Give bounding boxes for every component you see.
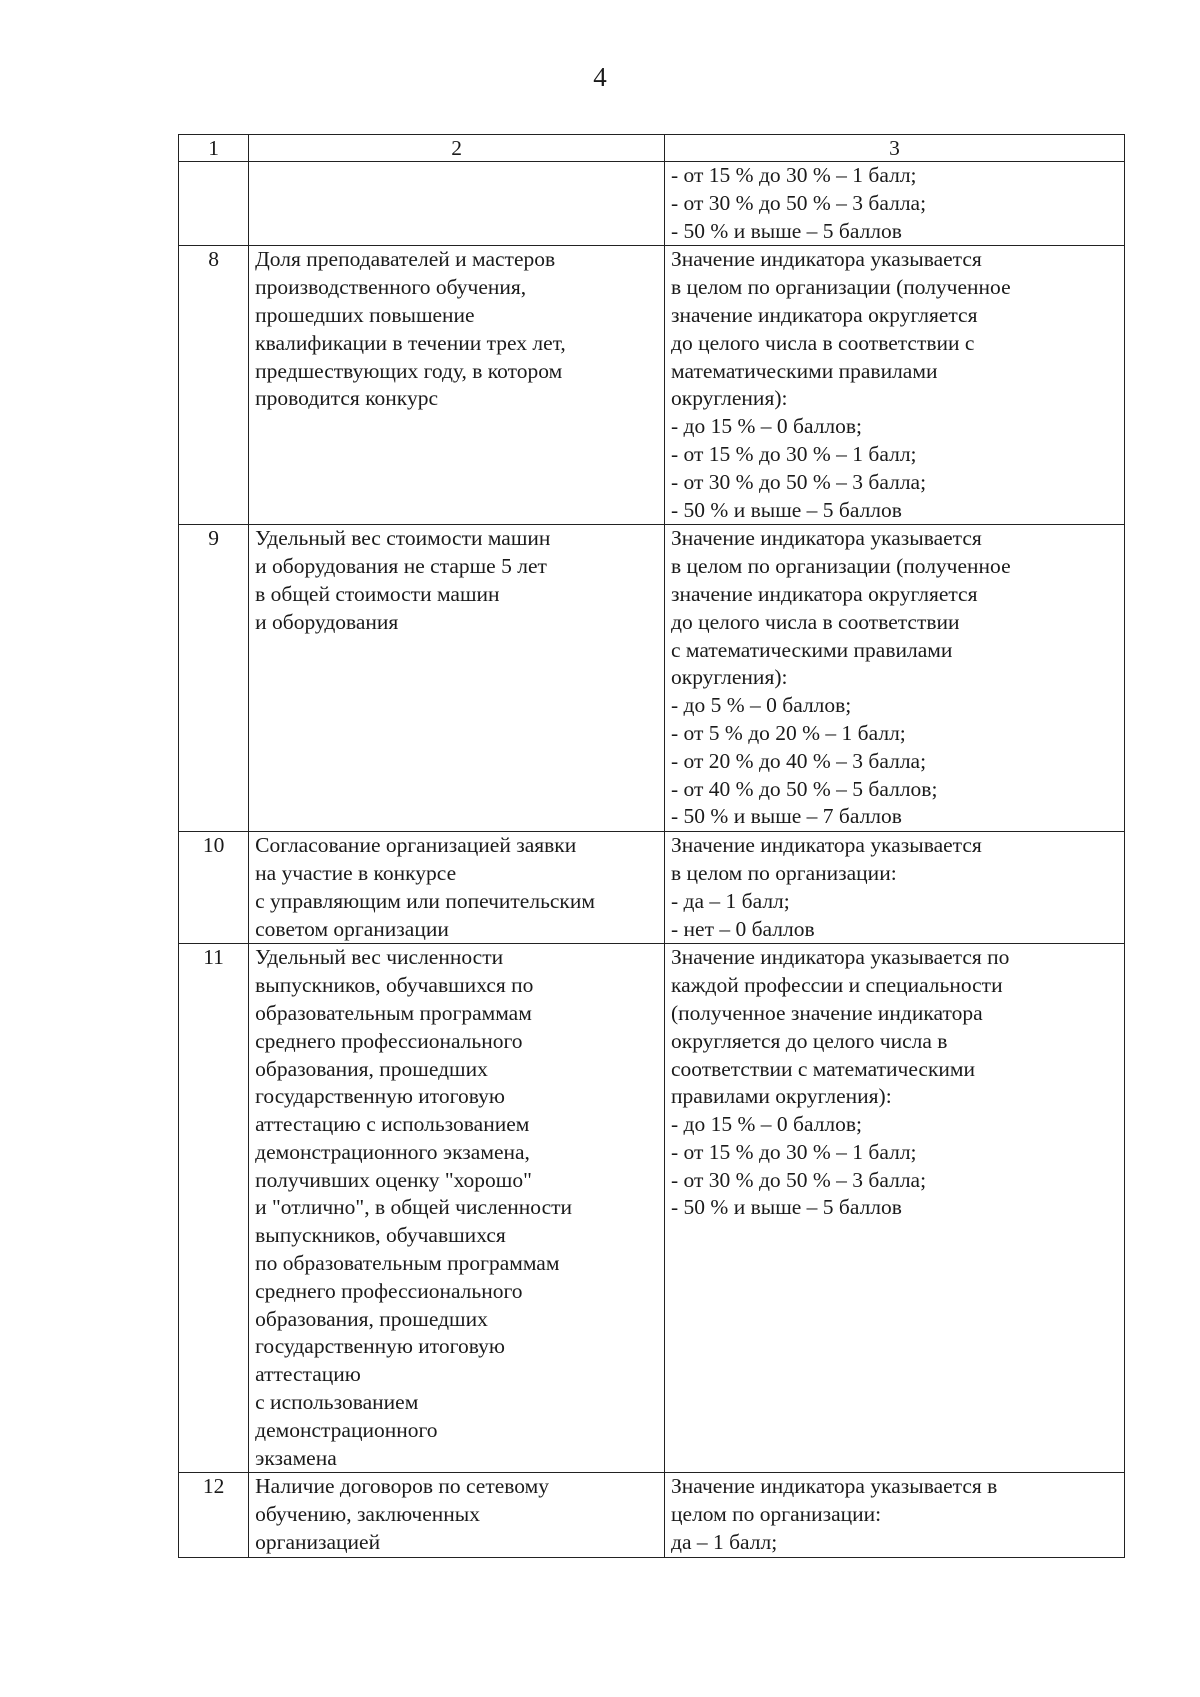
criteria-line: целом по организации: [671,1502,882,1527]
indicator-line: по образовательным программам [255,1251,560,1276]
criteria-cell [665,944,1125,1473]
criteria-line: Значение индикатора указывается [671,833,982,858]
criteria-line: соответствии с математическими [671,1056,976,1081]
indicator-cell [249,832,665,944]
table-row [179,1473,1125,1557]
criteria-cell [665,832,1125,944]
row-number: 11 [179,944,249,1473]
indicator-cell [249,944,665,1473]
criteria-line: значение индикатора округляется [671,302,978,327]
indicator-line: Наличие договоров по сетевому [255,1474,549,1499]
indicator-line: образования, прошедших [255,1056,488,1081]
table-header-row [179,135,1125,162]
page-number: 4 [593,62,607,92]
criteria-line: - 50 % и выше – 7 баллов [671,804,902,829]
table-row [179,525,1125,832]
indicator-line: с управляющим или попечительским [255,888,595,913]
table-row [179,832,1125,944]
criteria-line: до целого числа в соответствии с [671,330,975,355]
criteria-line: - нет – 0 баллов [671,916,815,941]
criteria-cell [665,525,1125,832]
indicator-cell [249,246,665,525]
indicator-line: экзамена [255,1445,337,1470]
row-number: 12 [179,1473,249,1557]
criteria-cell [665,162,1125,246]
indicator-line: образовательным программам [255,1000,532,1025]
indicator-line: предшествующих году, в котором [255,358,563,383]
indicator-line: и оборудования [255,609,399,634]
criteria-line: округления): [671,665,788,690]
indicator-line: демонстрационного [255,1417,438,1442]
indicator-line: Удельный вес численности [255,945,504,970]
criteria-line: да – 1 балл; [671,1530,778,1555]
criteria-line: - от 30 % до 50 % – 3 балла; [671,469,927,494]
indicator-line: Согласование организацией заявки [255,833,577,858]
criteria-table [178,134,1125,1558]
criteria-cell [665,1473,1125,1557]
row-number [179,162,249,246]
table-row [179,162,1125,246]
indicator-cell [249,1473,665,1557]
indicator-line: организацией [255,1530,381,1555]
indicator-line: образования, прошедших [255,1306,488,1331]
criteria-line: (полученное значение индикатора [671,1000,983,1025]
table-row [179,944,1125,1473]
indicator-line: квалификации в течении трех лет, [255,330,566,355]
indicator-line: государственную итоговую [255,1334,505,1359]
criteria-line: - от 20 % до 40 % – 3 балла; [671,748,927,773]
criteria-line: округляется до целого числа в [671,1028,948,1053]
criteria-line: - 50 % и выше – 5 баллов [671,497,902,522]
indicator-cell [249,525,665,832]
criteria-line: - от 40 % до 50 % – 5 баллов; [671,776,938,801]
indicator-line: Удельный вес стоимости машин [255,526,551,551]
criteria-line: - от 30 % до 50 % – 3 балла; [671,1167,927,1192]
indicator-line: государственную итоговую [255,1084,505,1109]
criteria-cell [665,246,1125,525]
table-row [179,246,1125,525]
criteria-line: Значение индикатора указывается в [671,1474,998,1499]
indicator-line: прошедших повышение [255,302,475,327]
row-number: 10 [179,832,249,944]
indicator-line: производственного обучения, [255,275,527,300]
criteria-line: - от 30 % до 50 % – 3 балла; [671,190,927,215]
criteria-line: - от 15 % до 30 % – 1 балл; [671,163,917,187]
criteria-line: математическими правилами [671,358,938,383]
indicator-line: среднего профессионального [255,1028,523,1053]
indicator-line: демонстрационного экзамена, [255,1139,530,1164]
criteria-line: с математическими правилами [671,637,953,662]
indicator-line: с использованием [255,1390,419,1415]
indicator-line: выпускников, обучавшихся по [255,973,534,998]
criteria-line: значение индикатора округляется [671,581,978,606]
criteria-line: в целом по организации (полученное [671,275,1011,300]
criteria-line: Значение индикатора указывается [671,247,982,272]
indicator-line: аттестацию [255,1362,361,1387]
indicator-line: аттестацию с использованием [255,1112,530,1137]
criteria-line: - до 15 % – 0 баллов; [671,1112,863,1137]
header-col-2: 2 [249,135,665,162]
row-number: 8 [179,246,249,525]
criteria-line: в целом по организации: [671,860,897,885]
criteria-line: Значение индикатора указывается по [671,945,1010,970]
indicator-cell [249,162,665,246]
criteria-line: правилами округления): [671,1084,892,1109]
indicator-line: выпускников, обучавшихся [255,1223,506,1248]
criteria-line: каждой профессии и специальности [671,973,1003,998]
criteria-line: округления): [671,386,788,411]
criteria-line: Значение индикатора указывается [671,526,982,551]
indicator-line: в общей стоимости машин [255,581,500,606]
indicator-line: среднего профессионального [255,1278,523,1303]
indicator-line: советом организации [255,916,449,941]
criteria-line: до целого числа в соответствии [671,609,960,634]
header-col-1: 1 [179,135,249,162]
indicator-line: обучению, заключенных [255,1502,480,1527]
row-number: 9 [179,525,249,832]
criteria-line: - до 5 % – 0 баллов; [671,693,852,718]
criteria-line: - да – 1 балл; [671,888,790,913]
indicator-line: получивших оценку "хорошо" [255,1167,532,1192]
header-col-3: 3 [665,135,1125,162]
criteria-line: - от 15 % до 30 % – 1 балл; [671,441,917,466]
indicator-line: и оборудования не старше 5 лет [255,554,547,579]
criteria-line: - до 15 % – 0 баллов; [671,414,863,439]
criteria-line: - от 5 % до 20 % – 1 балл; [671,720,906,745]
indicator-line: Доля преподавателей и мастеров [255,247,556,272]
indicator-line: на участие в конкурсе [255,860,457,885]
criteria-line: - 50 % и выше – 5 баллов [671,1195,902,1220]
criteria-line: в целом по организации (полученное [671,554,1011,579]
criteria-line: - от 15 % до 30 % – 1 балл; [671,1139,917,1164]
indicator-line: проводится конкурс [255,386,438,411]
indicator-line: и "отлично", в общей численности [255,1195,573,1220]
criteria-line: - 50 % и выше – 5 баллов [671,218,902,243]
